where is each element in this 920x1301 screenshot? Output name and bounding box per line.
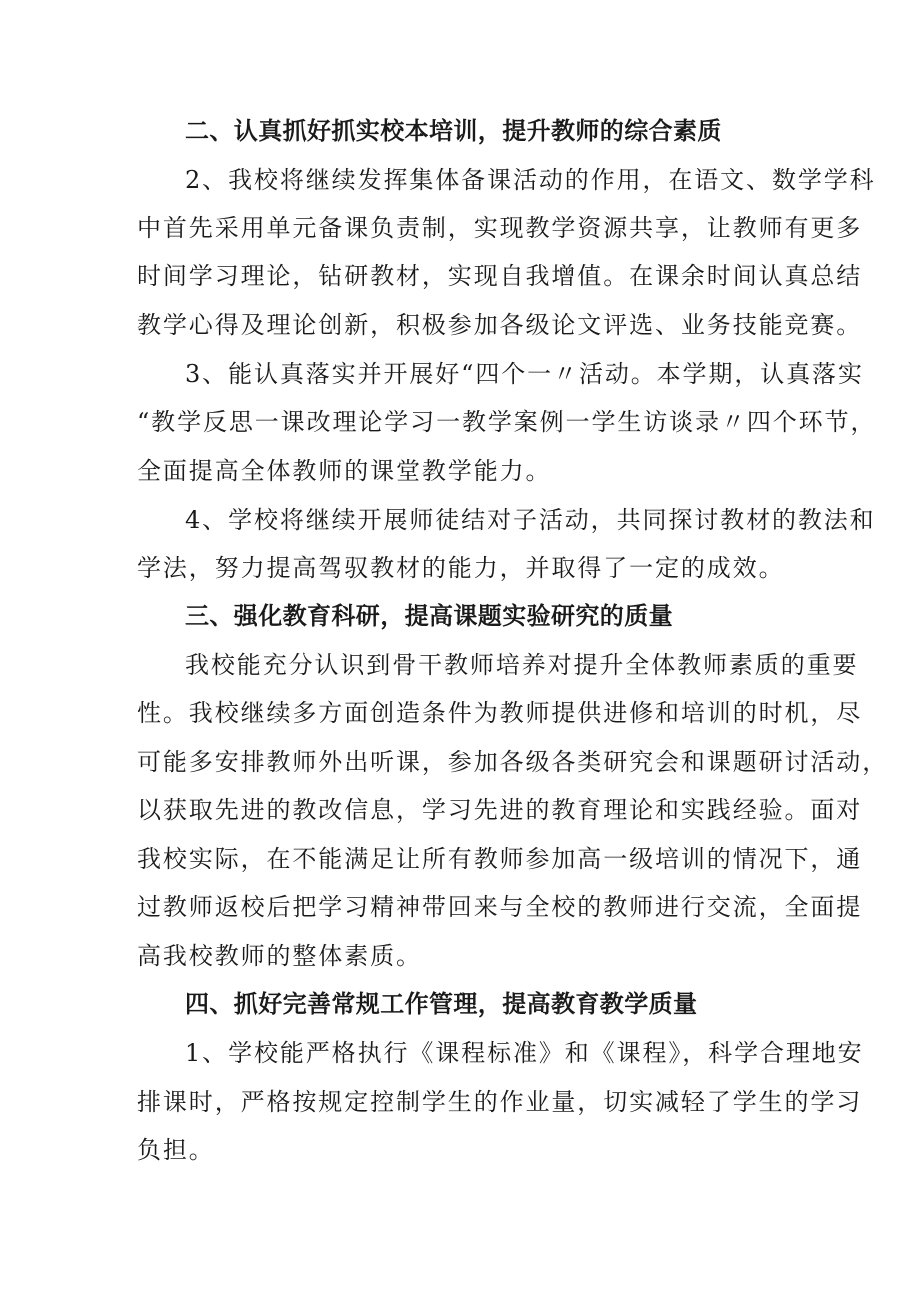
- paragraph-line: 学法，努力提高驾驭教材的能力，并取得了一定的成效。: [137, 554, 785, 582]
- paragraph-line: 教学心得及理论创新，积极参加各级论文评选、业务技能竞赛。: [137, 311, 863, 339]
- paragraph-line: 2、我校将继续发挥集体备课活动的作用，在语文、数学学科: [185, 166, 876, 194]
- paragraph-line: 我校实际，在不能满足让所有教师参加高一级培训的情况下，通: [137, 845, 863, 873]
- paragraph-line: 1、学校能严格执行《课程标准》和《课程》，科学合理地安: [185, 1039, 864, 1067]
- paragraph-line: 以获取先进的教改信息，学习先进的教育理论和实践经验。面对: [137, 796, 863, 824]
- paragraph-line: 排课时，严格按规定控制学生的作业量，切实减轻了学生的学习: [137, 1088, 863, 1116]
- section-heading-2: 二、认真抓好抓实校本培训，提升教师的综合素质: [185, 117, 722, 145]
- paragraph-line: 可能多安排教师外出听课，参加各级各类研究会和课题研讨活动，: [137, 748, 889, 776]
- paragraph-line: 中首先采用单元备课负责制，实现教学资源共享，让教师有更多: [137, 214, 863, 242]
- paragraph-line: 高我校教师的整体素质。: [137, 942, 422, 970]
- paragraph-line: 4、学校将继续开展师徒结对子活动，共同探讨教材的教法和: [185, 506, 876, 534]
- paragraph-line: 时间学习理论，钻研教材，实现自我增值。在课余时间认真总结: [137, 262, 863, 290]
- paragraph-line: 我校能充分认识到骨干教师培养对提升全体教师素质的重要: [185, 651, 859, 679]
- paragraph-line: 过教师返校后把学习精神带回来与全校的教师进行交流，全面提: [137, 893, 863, 921]
- paragraph-line: “教学反思一课改理论学习一教学案例一学生访谈录〃四个环节，: [137, 408, 877, 436]
- paragraph-line: 全面提高全体教师的课堂教学能力。: [137, 457, 552, 485]
- paragraph-line: 3、能认真落实并开展好“四个一〃活动。本学期，认真落实: [185, 360, 864, 388]
- section-heading-4: 四、抓好完善常规工作管理，提高教育教学质量: [185, 990, 698, 1018]
- paragraph-line: 性。我校继续多方面创造条件为教师提供进修和培训的时机，尽: [137, 699, 863, 727]
- paragraph-line: 负担。: [137, 1136, 215, 1164]
- section-heading-3: 三、强化教育科研，提高课题实验研究的质量: [185, 602, 673, 630]
